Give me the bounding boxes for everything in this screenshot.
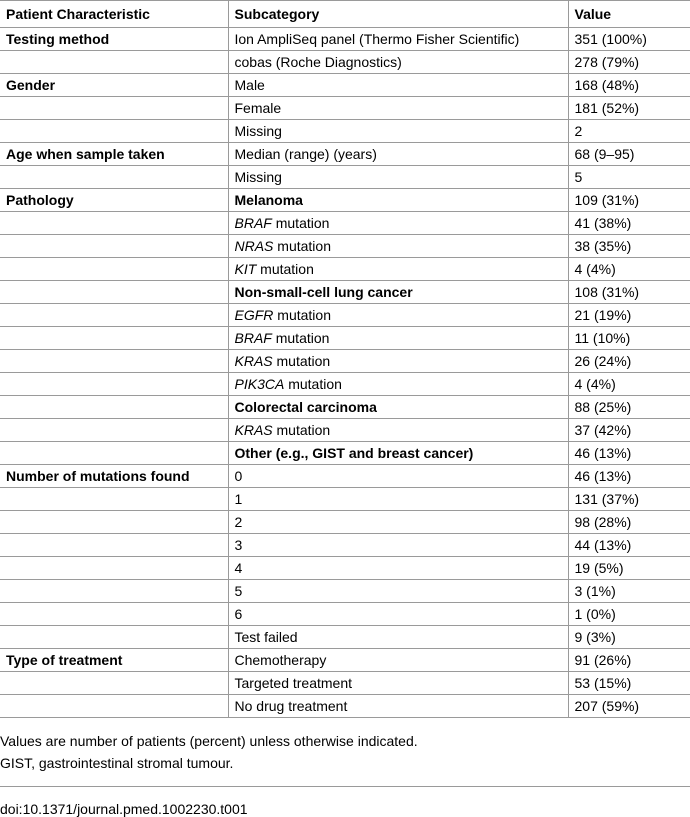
subcategory-cell: 2	[228, 511, 568, 534]
table-row	[0, 580, 690, 603]
subcategory-cell: 3	[228, 534, 568, 557]
subcategory-cell: cobas (Roche Diagnostics)	[228, 51, 568, 74]
subcategory-cell: 0	[228, 465, 568, 488]
value-cell: 3 (1%)	[568, 580, 690, 603]
table-notes	[0, 718, 690, 774]
table-row	[0, 258, 690, 281]
value-cell: 9 (3%)	[568, 626, 690, 649]
value-cell: 44 (13%)	[568, 534, 690, 557]
header-value: Value	[568, 1, 690, 28]
table-row	[0, 626, 690, 649]
characteristic-cell	[0, 626, 228, 649]
value-cell: 41 (38%)	[568, 212, 690, 235]
subcategory-cell: Targeted treatment	[228, 672, 568, 695]
characteristic-cell	[0, 281, 228, 304]
subcategory-cell: Test failed	[228, 626, 568, 649]
note-gist: GIST, gastrointestinal stromal tumour.	[0, 755, 234, 771]
value-cell: 38 (35%)	[568, 235, 690, 258]
characteristic-cell	[0, 672, 228, 695]
characteristic-cell	[0, 212, 228, 235]
table-row	[0, 603, 690, 626]
subcategory-cell	[228, 304, 568, 327]
table-row	[0, 695, 690, 718]
characteristic-cell	[0, 442, 228, 465]
subcategory-cell: Female	[228, 97, 568, 120]
subcategory-cell: Chemotherapy	[228, 649, 568, 672]
table-row	[0, 350, 690, 373]
mutation-label: mutation	[271, 330, 330, 346]
value-cell: 109 (31%)	[568, 189, 690, 212]
value-cell: 108 (31%)	[568, 281, 690, 304]
table-row	[0, 396, 690, 419]
gene-name: KRAS	[234, 353, 273, 369]
table-row	[0, 511, 690, 534]
gene-name: BRAF	[234, 330, 272, 346]
value-cell: 46 (13%)	[568, 442, 690, 465]
table-body	[0, 28, 690, 718]
gene-name: EGFR	[234, 307, 274, 323]
value-cell: 53 (15%)	[568, 672, 690, 695]
subcategory-cell: 6	[228, 603, 568, 626]
characteristic-cell: Type of treatment	[0, 649, 228, 672]
table-row	[0, 189, 690, 212]
subcategory-cell	[228, 350, 568, 373]
note-values: Values are number of patients (percent) unless otherwise indicated.	[0, 733, 418, 749]
characteristic-cell	[0, 488, 228, 511]
subcategory-cell	[228, 373, 568, 396]
value-cell: 91 (26%)	[568, 649, 690, 672]
subcategory-cell: Ion AmpliSeq panel (Thermo Fisher Scientific)	[228, 28, 568, 51]
value-cell: 11 (10%)	[568, 327, 690, 350]
subcategory-cell: Median (range) (years)	[228, 143, 568, 166]
gene-name: NRAS	[234, 238, 274, 254]
table-header-row	[0, 1, 690, 28]
table-row	[0, 281, 690, 304]
characteristic-cell	[0, 511, 228, 534]
subcategory-cell: Missing	[228, 166, 568, 189]
gene-name: KIT	[234, 261, 257, 277]
table-row	[0, 327, 690, 350]
value-cell: 131 (37%)	[568, 488, 690, 511]
table-row	[0, 28, 690, 51]
value-cell: 181 (52%)	[568, 97, 690, 120]
table-row	[0, 373, 690, 396]
table-row	[0, 166, 690, 189]
table-row	[0, 143, 690, 166]
doi-label: doi:10.1371/journal.pmed.1002230.t001	[0, 786, 690, 817]
subcategory-cell	[228, 212, 568, 235]
table-row	[0, 557, 690, 580]
subcategory-cell: Melanoma	[228, 189, 568, 212]
subcategory-cell: Other (e.g., GIST and breast cancer)	[228, 442, 568, 465]
value-cell: 68 (9–95)	[568, 143, 690, 166]
table-row	[0, 74, 690, 97]
subcategory-cell: Male	[228, 74, 568, 97]
table-row	[0, 649, 690, 672]
value-cell: 37 (42%)	[568, 419, 690, 442]
characteristic-cell	[0, 327, 228, 350]
table-row	[0, 235, 690, 258]
mutation-label: mutation	[256, 261, 314, 277]
value-cell: 207 (59%)	[568, 695, 690, 718]
characteristic-cell	[0, 373, 228, 396]
subcategory-cell: 1	[228, 488, 568, 511]
value-cell: 4 (4%)	[568, 258, 690, 281]
table-row	[0, 419, 690, 442]
subcategory-cell: Colorectal carcinoma	[228, 396, 568, 419]
value-cell: 168 (48%)	[568, 74, 690, 97]
value-cell: 4 (4%)	[568, 373, 690, 396]
table-row	[0, 304, 690, 327]
subcategory-cell: No drug treatment	[228, 695, 568, 718]
table-row	[0, 672, 690, 695]
mutation-label: mutation	[271, 215, 330, 231]
value-cell: 88 (25%)	[568, 396, 690, 419]
characteristic-cell: Gender	[0, 74, 228, 97]
characteristic-cell: Age when sample taken	[0, 143, 228, 166]
subcategory-cell: 5	[228, 580, 568, 603]
characteristic-cell	[0, 258, 228, 281]
value-cell: 21 (19%)	[568, 304, 690, 327]
value-cell: 46 (13%)	[568, 465, 690, 488]
table-row	[0, 97, 690, 120]
characteristic-cell	[0, 557, 228, 580]
characteristic-cell	[0, 120, 228, 143]
subcategory-cell	[228, 327, 568, 350]
subcategory-cell	[228, 419, 568, 442]
table-row	[0, 488, 690, 511]
table-row	[0, 51, 690, 74]
table-row	[0, 442, 690, 465]
characteristic-cell: Number of mutations found	[0, 465, 228, 488]
characteristic-cell	[0, 396, 228, 419]
value-cell: 5	[568, 166, 690, 189]
subcategory-cell: Missing	[228, 120, 568, 143]
table-row	[0, 212, 690, 235]
characteristic-cell	[0, 695, 228, 718]
header-patient-characteristic: Patient Characteristic	[0, 1, 228, 28]
characteristic-cell	[0, 603, 228, 626]
value-cell: 98 (28%)	[568, 511, 690, 534]
mutation-label: mutation	[284, 376, 342, 392]
characteristic-cell	[0, 235, 228, 258]
characteristic-cell	[0, 304, 228, 327]
subcategory-cell: 4	[228, 557, 568, 580]
subcategory-cell	[228, 258, 568, 281]
subcategory-cell	[228, 235, 568, 258]
gene-name: PIK3CA	[234, 376, 285, 392]
characteristic-cell	[0, 580, 228, 603]
value-cell: 351 (100%)	[568, 28, 690, 51]
mutation-label: mutation	[273, 307, 331, 323]
value-cell: 26 (24%)	[568, 350, 690, 373]
table-row	[0, 465, 690, 488]
value-cell: 2	[568, 120, 690, 143]
mutation-label: mutation	[272, 353, 331, 369]
mutation-label: mutation	[273, 238, 331, 254]
table-row	[0, 534, 690, 557]
table-row	[0, 120, 690, 143]
value-cell: 1 (0%)	[568, 603, 690, 626]
characteristic-cell: Testing method	[0, 28, 228, 51]
gene-name: KRAS	[234, 422, 273, 438]
characteristic-cell	[0, 97, 228, 120]
header-subcategory: Subcategory	[228, 1, 568, 28]
characteristic-cell	[0, 419, 228, 442]
subcategory-cell: Non-small-cell lung cancer	[228, 281, 568, 304]
mutation-label: mutation	[272, 422, 331, 438]
characteristic-cell: Pathology	[0, 189, 228, 212]
characteristic-cell	[0, 350, 228, 373]
value-cell: 19 (5%)	[568, 557, 690, 580]
gene-name: BRAF	[234, 215, 272, 231]
value-cell: 278 (79%)	[568, 51, 690, 74]
characteristic-cell	[0, 534, 228, 557]
characteristic-cell	[0, 166, 228, 189]
characteristic-cell	[0, 51, 228, 74]
